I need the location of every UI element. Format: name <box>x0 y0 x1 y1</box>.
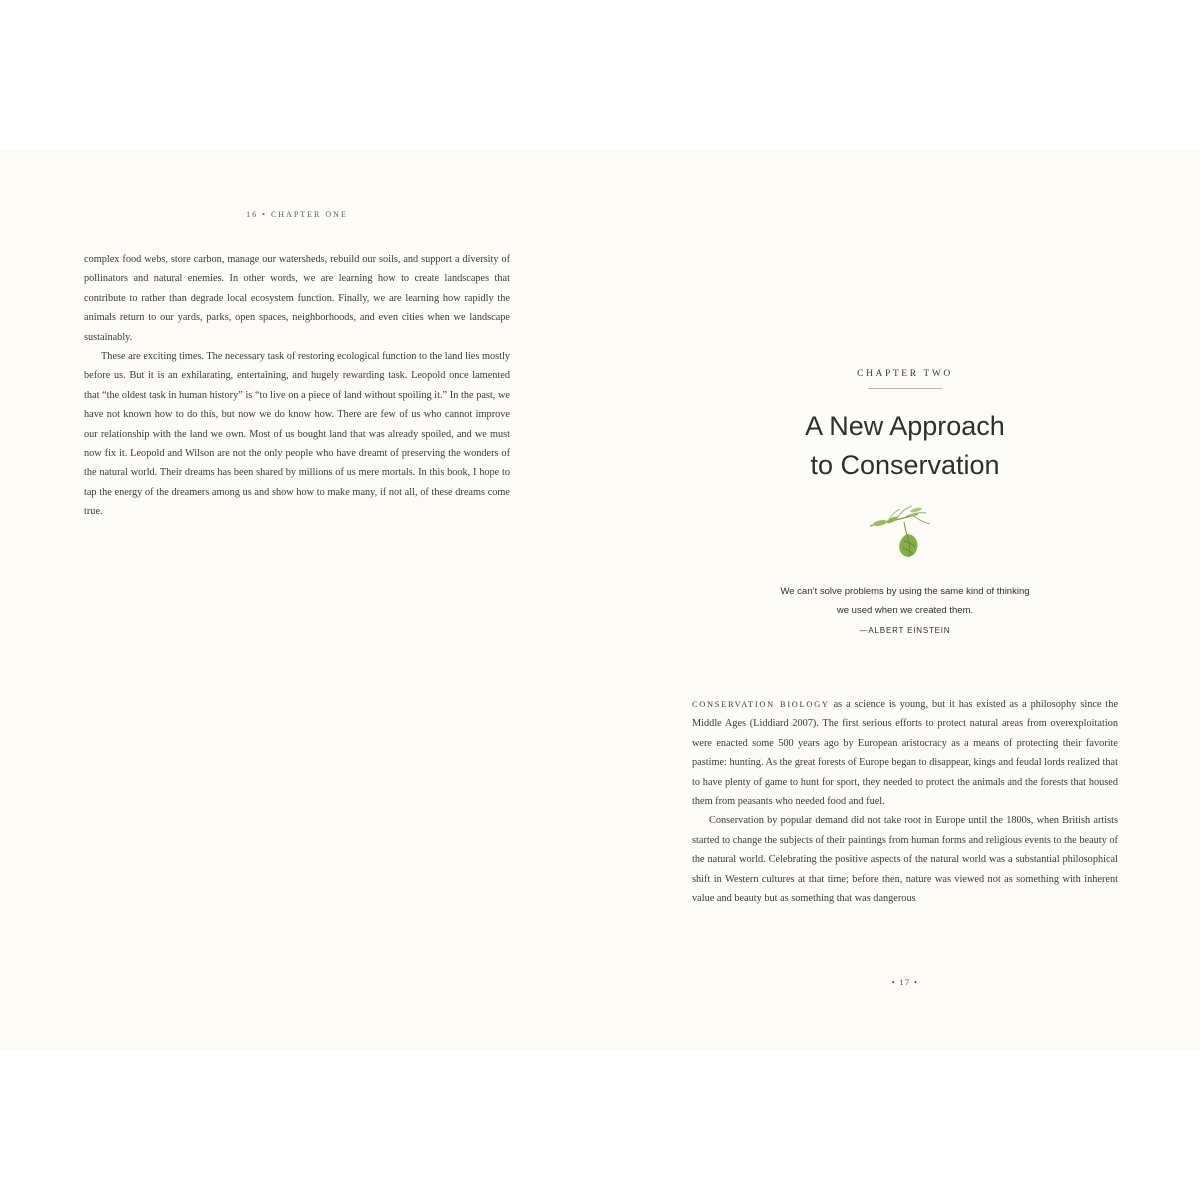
hop-sprig-icon <box>866 504 940 560</box>
left-page-body <box>84 250 510 522</box>
book-spread <box>0 150 1200 1050</box>
left-paragraph-1: complex food webs, store carbon, manage our watersheds, rebuild our soils, and support a diversity of pollinators and natural enemies. In other words, we are learning how to create landscapes that contribute to rather than degrade local ecosystem function. Finally, we are learning how rapidly the animals return to our yards, parks, open spaces, neighborhoods, and even cities when we landscape sustainably. <box>84 254 510 343</box>
chapter-title-line-1: A New Approach <box>805 411 1005 441</box>
chapter-label: CHAPTER TWO <box>857 369 953 379</box>
right-paragraph-1 <box>692 695 1118 811</box>
epigraph <box>692 582 1118 620</box>
chapter-title <box>692 407 1118 485</box>
running-head: 16 • CHAPTER ONE <box>246 210 348 219</box>
epigraph-line-1: We can’t solve problems by using the same kind of thinking <box>780 586 1030 597</box>
left-paragraph-2: These are exciting times. The necessary task of restoring ecological function to the land lies mostly before us. But it is an exhilarating, entertaining, and hugely rewarding task. Leopold once lamented that “the oldest task in human history” is “to live on a piece of land without spoiling it.” In the past, we have not known how to do this, but now we do know how. There are few of us who cannot improve our relationship with the land we own. Most of us bought land that was already spoiled, and we must now fix it. Leopold and Wilson are not the only people who have dreamt of preserving the wonders of the natural world. Their dreams has been shared by millions of us mere mortals. In this book, I hope to tap the energy of the dreamers among us and show how to make many, if not all, of these dreams come true. <box>84 351 510 518</box>
right-paragraph-2: Conservation by popular demand did not take root in Europe until the 1800s, when British artists started to change the subjects of their paintings from human forms and religious events to the beauty of the natural world. Celebrating the positive aspects of the natural world was a substantial philosophical shift in Western cultures at that time; before then, nature was viewed not as something with inherent value and beauty but as something that was dangerous <box>692 815 1118 905</box>
epigraph-attribution: —ALBERT EINSTEIN <box>859 626 951 635</box>
lead-in-small-caps: CONSERVATION BIOLOGY <box>692 700 830 709</box>
right-paragraph-1-text: as a science is young, but it has existed as a philosophy since the Middle Ages (Liddiard 2007). The first serious efforts to protect natural areas from overexploitation were enacted some 500 years ago by European aristocracy as a means of protecting their favorite pastime: hunting. As the great forests of Europe began to disappear, kings and feudal lords realized that to have plenty of game to hunt for sport, they needed to protect the animals and the forests that housed them from peasants who needed food and fuel. <box>692 699 1119 808</box>
chapter-title-line-2: to Conservation <box>810 450 1000 480</box>
page-number: • 17 • <box>891 978 919 987</box>
epigraph-line-2: we used when we created them. <box>836 605 974 616</box>
chapter-rule <box>868 388 942 389</box>
right-page-body <box>692 695 1118 908</box>
